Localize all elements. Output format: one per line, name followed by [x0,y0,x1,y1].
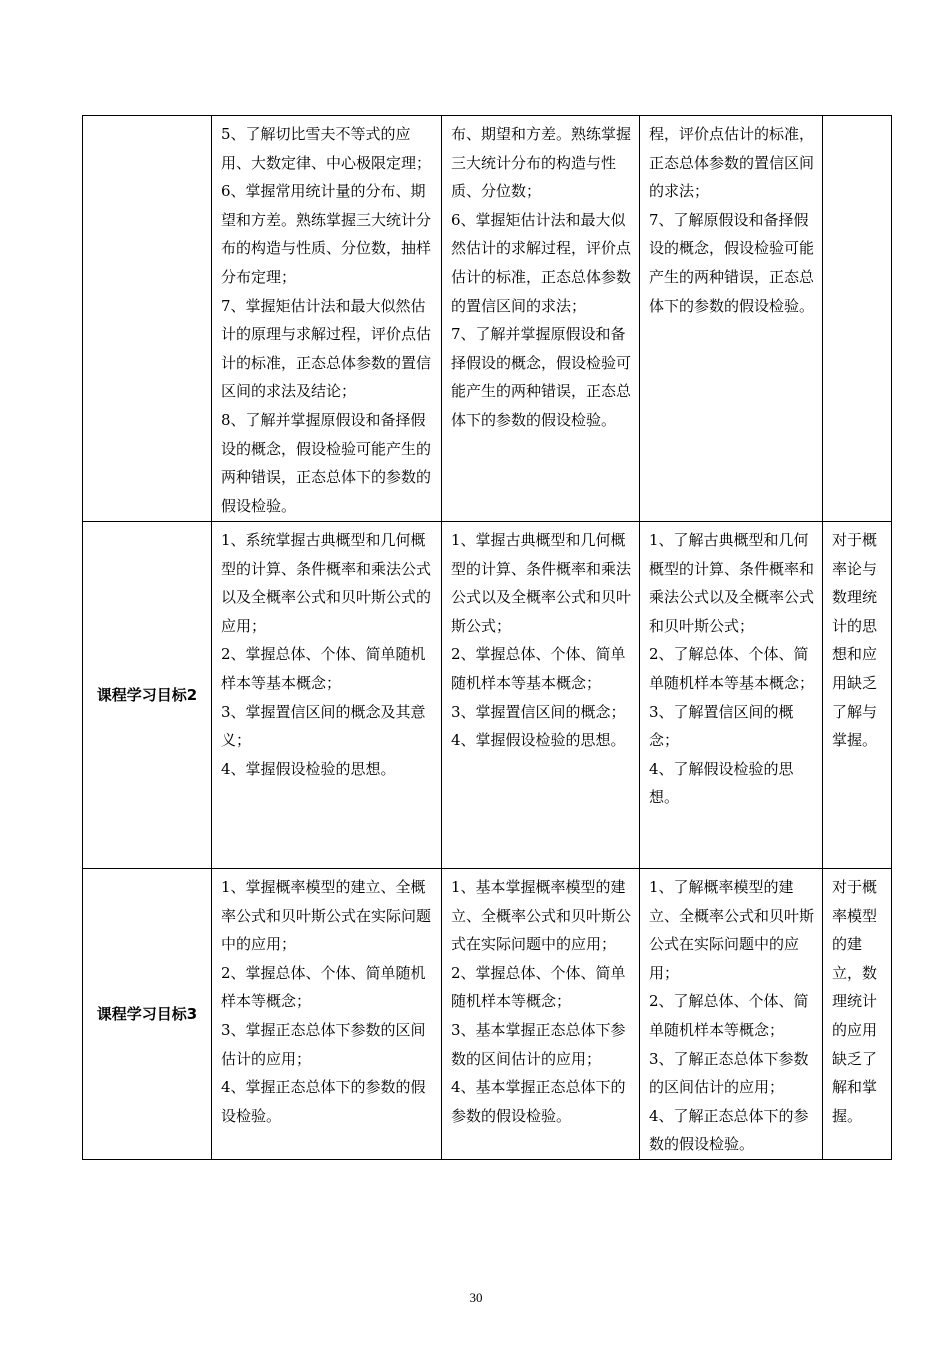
criteria-item: 7、掌握矩估计法和最大似然估计的原理与求解过程，评价点估计的标准，正态总体参数的置信区间的求法及结论； [221,296,432,401]
criteria-item: 2、掌握总体、个体、简单随机样本等概念； [221,963,426,1011]
criteria-item: 4、了解假设检验的思想。 [649,759,794,807]
assessment-table [82,115,892,1160]
criteria-item: 4、掌握假设检验的思想。 [451,731,626,750]
criteria-item: 1、掌握概率模型的建立、全概率公式和贝叶斯公式在实际问题中的应用； [221,878,432,954]
row-label: 课程学习目标3 [83,869,212,1160]
table-row [83,869,892,1160]
criteria-good-cell [442,522,640,869]
criteria-pass-cell [640,869,823,1160]
criteria-excellent-cell [212,522,442,869]
criteria-good-cell [442,116,640,522]
criteria-item: 4、基本掌握正态总体下的参数的假设检验。 [451,1078,626,1125]
criteria-item: 3、了解置信区间的概念； [649,702,794,750]
criteria-item: 3、基本掌握正态总体下参数的区间估计的应用； [451,1020,626,1068]
criteria-item: 1、了解古典概型和几何概型的计算、条件概率和乘法公式以及全概率公式和贝叶斯公式； [649,531,815,635]
criteria-item: 2、了解总体、个体、简单随机样本等基本概念； [649,645,815,692]
criteria-item: 1、系统掌握古典概型和几何概型的计算、条件概率和乘法公式以及全概率公式和贝叶斯公式的应用； [221,531,432,635]
criteria-item: 6、掌握矩估计法和最大似然估计的求解过程，评价点估计的标准，正态总体参数的置信区间的求法； [451,210,632,315]
criteria-item: 5、了解切比雪夫不等式的应用、大数定律、中心极限定理； [221,125,432,172]
criteria-item: 2、掌握总体、个体、简单随机样本等基本概念； [221,645,426,692]
row-label: 课程学习目标2 [83,522,212,869]
criteria-fail-cell [823,116,892,522]
criteria-item: 3、掌握置信区间的概念； [451,702,626,721]
criteria-item: 7、了解原假设和备择假设的概念，假设检验可能产生的两种错误，正态总体下的参数的假设检验。 [649,210,815,315]
criteria-item: 3、掌握正态总体下参数的区间估计的应用； [221,1020,426,1068]
criteria-item: 布、期望和方差。熟练掌握三大统计分布的构造与性质、分位数； [451,125,632,201]
table-row [83,522,892,869]
criteria-pass-cell [640,116,823,522]
criteria-good-cell [442,869,640,1160]
criteria-excellent-cell [212,116,442,522]
criteria-item: 3、掌握置信区间的概念及其意义； [221,702,426,750]
criteria-fail-cell: 对于概率模型的建立，数理统计的应用缺乏了解和掌握。 [823,869,892,1160]
criteria-item: 6、掌握常用统计量的分布、期望和方差。熟练掌握三大统计分布的构造与性质、分位数，抽样分布定理； [221,182,432,286]
criteria-excellent-cell [212,869,442,1160]
criteria-item: 3、了解正态总体下参数的区间估计的应用； [649,1049,809,1097]
table-row [83,116,892,522]
criteria-item: 1、掌握古典概型和几何概型的计算、条件概率和乘法公式以及全概率公式和贝叶斯公式； [451,531,632,635]
criteria-item: 1、基本掌握概率模型的建立、全概率公式和贝叶斯公式在实际问题中的应用； [451,878,632,954]
row-label [83,116,212,522]
criteria-item: 4、掌握正态总体下的参数的假设检验。 [221,1078,426,1125]
criteria-item: 7、了解并掌握原假设和备择假设的概念，假设检验可能产生的两种错误，正态总体下的参数的假设检验。 [451,325,632,429]
criteria-item: 程，评价点估计的标准，正态总体参数的置信区间的求法； [649,125,815,201]
criteria-item: 4、了解正态总体下的参数的假设检验。 [649,1106,809,1154]
criteria-item: 2、掌握总体、个体、简单随机样本等概念； [451,963,626,1011]
criteria-item: 8、了解并掌握原假设和备择假设的概念，假设检验可能产生的两种错误，正态总体下的参数的假设检验。 [221,410,432,515]
criteria-item: 2、掌握总体、个体、简单随机样本等基本概念； [451,645,626,692]
criteria-fail-cell: 对于概率论与数理统计的思想和应用缺乏了解与掌握。 [823,522,892,869]
criteria-pass-cell [640,522,823,869]
criteria-item: 4、掌握假设检验的思想。 [221,759,396,778]
page-number: 30 [469,1290,483,1305]
criteria-item: 1、了解概率模型的建立、全概率公式和贝叶斯公式在实际问题中的应用； [649,878,815,982]
criteria-item: 2、了解总体、个体、简单随机样本等概念； [649,992,809,1039]
